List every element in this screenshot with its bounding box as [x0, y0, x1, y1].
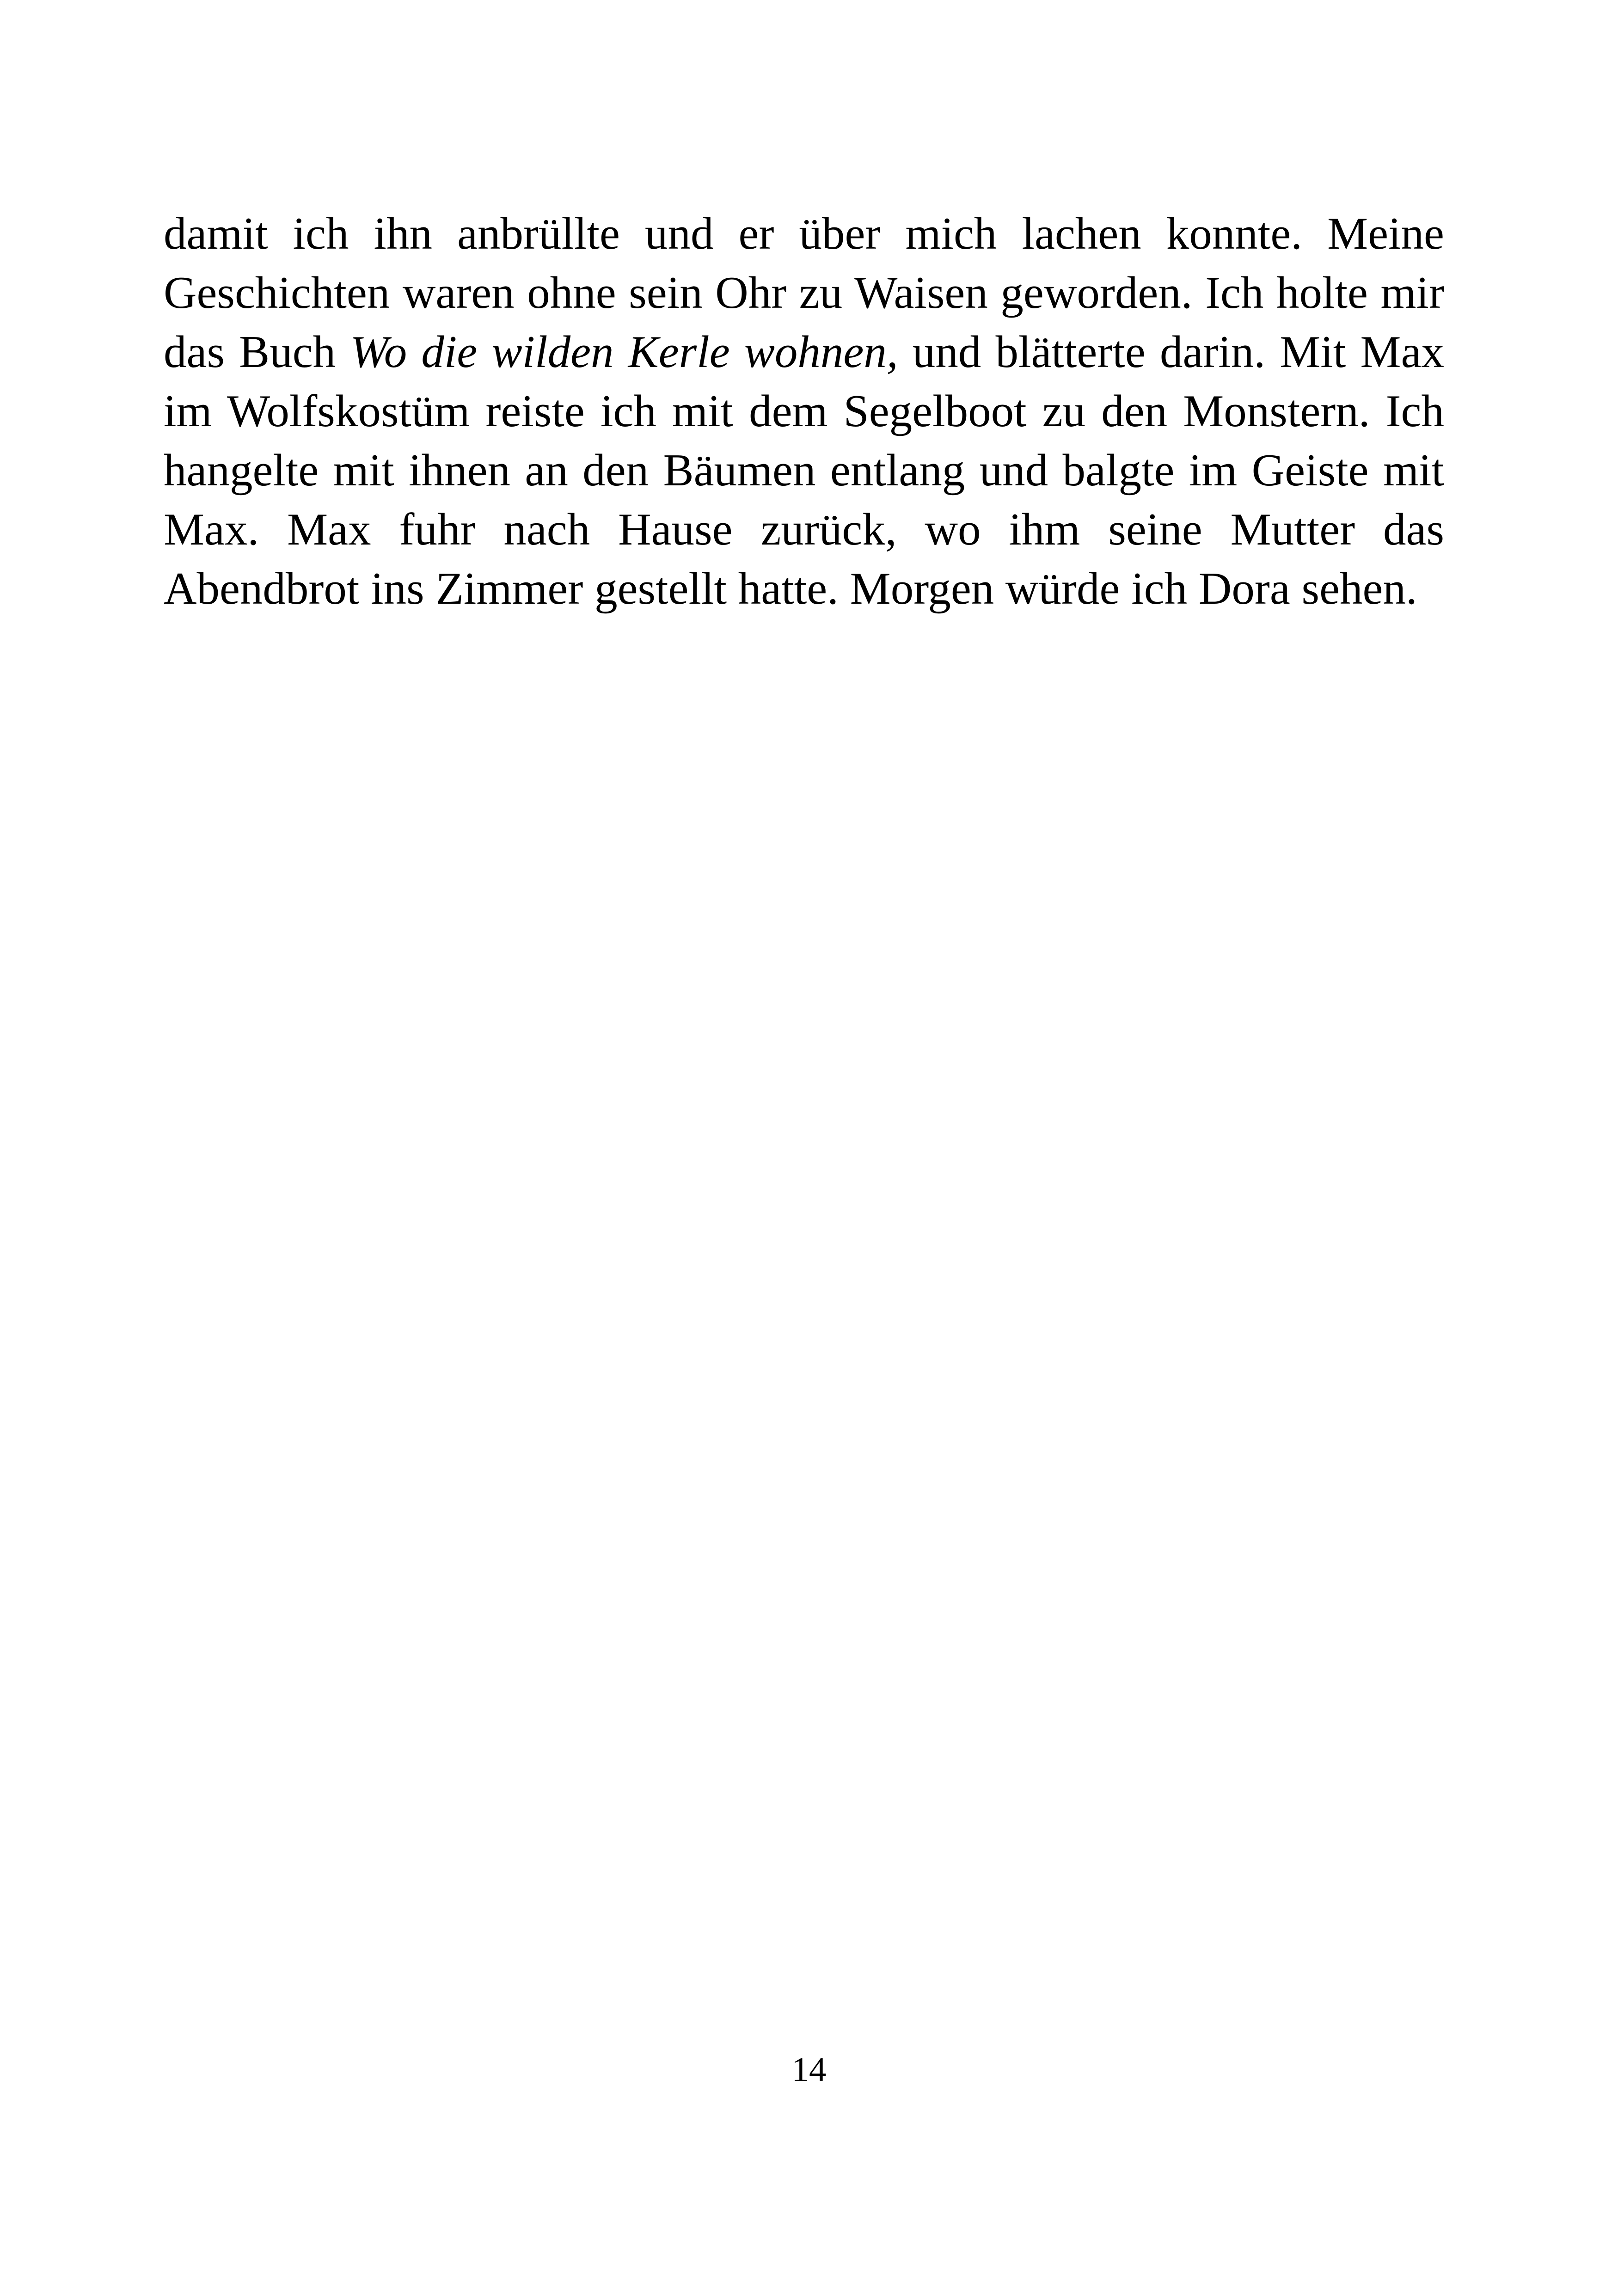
page-number: 14 [791, 2051, 827, 2089]
text-line [164, 441, 1444, 500]
text-segment: Geschichten waren ohne sein Ohr zu Waisen geworden. Ich holte mir [164, 268, 1444, 318]
text-segment: Abendbrot ins Zimmer gestellt hatte. Morgen würde ich Dora sehen. [164, 563, 1417, 614]
text-segment: damit ich ihn anbrüllte und er über mich lachen konnte. Meine [164, 208, 1444, 259]
text-segment: im Wolfskostüm reiste ich mit dem Segelboot zu den Monstern. Ich [164, 386, 1444, 436]
text-line [164, 500, 1444, 559]
text-line [164, 382, 1444, 441]
text-line [164, 204, 1444, 263]
text-line [164, 323, 1444, 382]
text-line [164, 559, 1444, 618]
text-segment: Max. Max fuhr nach Hause zurück, wo ihm seine Mutter das [164, 504, 1444, 555]
text-line [164, 263, 1444, 323]
text-segment: das Buch [164, 327, 350, 377]
body-paragraph [164, 204, 1444, 618]
text-segment: und blätterte darin. Mit Max [898, 327, 1445, 377]
text-segment: hangelte mit ihnen an den Bäumen entlang und balgte im Geiste mit [164, 445, 1444, 496]
book-title-italic: Wo die wilden Kerle wohnen, [350, 327, 898, 377]
